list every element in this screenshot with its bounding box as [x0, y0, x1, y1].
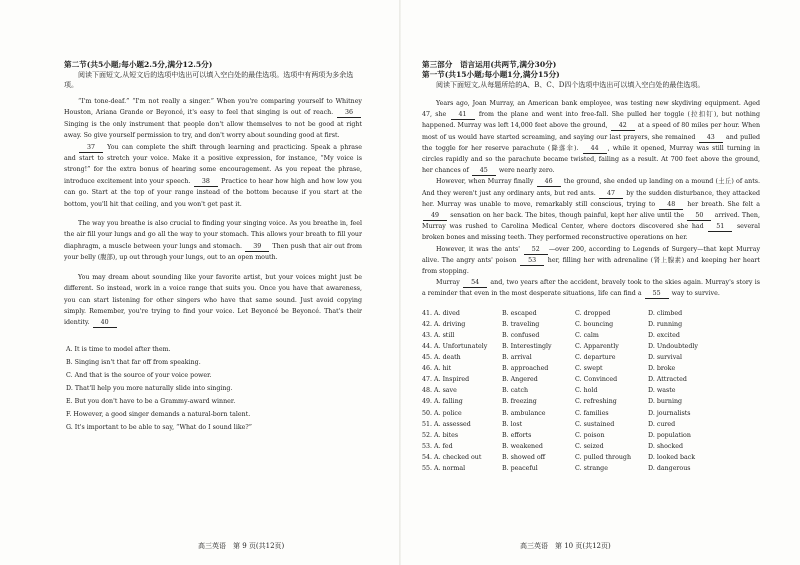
choice-row-47	[422, 374, 760, 385]
choice-row-55	[422, 463, 760, 474]
choice-b[interactable]: B. peaceful	[502, 464, 538, 472]
choice-d[interactable]: D. waste	[648, 387, 676, 395]
blank-45[interactable]: 45	[472, 167, 496, 176]
blank-50[interactable]: 50	[687, 212, 711, 221]
choice-a[interactable]: 50. A. police	[422, 409, 462, 417]
blank-42[interactable]: 42	[611, 122, 635, 131]
paragraph-text: sensation on her back. The bites, though painful, kept her alive until the	[450, 212, 685, 220]
choice-a[interactable]: 55. A. normal	[422, 464, 466, 472]
choice-row-51	[422, 419, 760, 430]
choice-a[interactable]: 48. A. save	[422, 387, 457, 395]
choice-b[interactable]: B. arrival	[502, 354, 532, 362]
blank-44[interactable]: 44	[583, 145, 607, 154]
blank-47[interactable]: 47	[599, 190, 623, 199]
choice-b[interactable]: B. approached	[502, 365, 549, 373]
choice-a[interactable]: 49. A. falling	[422, 398, 463, 406]
choice-b[interactable]: B. catch	[502, 387, 529, 395]
section-title: 第一节(共15小题;每小题1分,满分15分)	[422, 70, 560, 79]
choices-table	[422, 308, 760, 474]
choice-c[interactable]: C. seized	[575, 442, 604, 450]
paragraph-1	[64, 96, 362, 142]
paragraph-text: You may dream about sounding like your favorite artist, but your voices might just be different. So instead, work in a voice range that suits you. Once you have that awareness, you can start listening for other singers who have that same sound. Just avoid copying simply. Remember, you're trying to find your voice. Let Beyoncé be Beyoncé. That's their identity.	[64, 273, 362, 327]
choice-b[interactable]: B. lost	[502, 420, 523, 428]
choice-c[interactable]: C. families	[575, 409, 609, 417]
paragraph-4	[64, 272, 362, 329]
paragraph-text: were nearly zero.	[498, 167, 555, 175]
option-c: C. And that is the source of your voice power.	[66, 371, 212, 379]
blank-49[interactable]: 49	[423, 212, 447, 221]
choice-d[interactable]: D. excited	[648, 331, 680, 339]
instructions: 阅读下面短文,从每题所给的A、B、C、D四个选项中选出可以填入空白处的最佳选项。	[436, 81, 705, 89]
paragraph-text: Singing is the only instrument that people don't allow themselves to not be good at right away. So give yourself permission to try, and don't worry about sounding good at first.	[64, 120, 362, 140]
paragraph-text: from the plane and went into free-fall. She pulled her toggle (拉扣钉), but nothing happened. Murray was left 14,000 feet above the ground,	[422, 111, 760, 130]
choice-row-54	[422, 452, 760, 463]
paragraph-text: The way you breathe is also crucial to finding your singing voice. As you breathe in, feel the air fill your lungs and go all the way to your stomach. This allows your breath to fill your diaphragm, a muscle between your lungs and stomach.	[64, 220, 362, 250]
blank-37[interactable]: 37	[79, 144, 103, 153]
choice-d[interactable]: D. Attracted	[648, 376, 687, 384]
blank-40[interactable]: 40	[93, 319, 117, 328]
choice-b[interactable]: B. showed off	[502, 453, 546, 461]
option-d: D. That'll help you more naturally slide into singing.	[66, 384, 233, 392]
paragraph-text: and, two years after the accident, bravely took to the skies again. Murray's story is a reminder that even in the most desperate situations, life can find a	[422, 279, 760, 298]
choice-c[interactable]: C. bouncing	[575, 320, 614, 328]
paragraph-text: by the sudden disturbance, they attacked her. Murray was unable to move, remarkably still conscious, trying to	[422, 189, 760, 208]
blank-53[interactable]: 53	[520, 257, 544, 266]
choice-a[interactable]: 42. A. driving	[422, 320, 466, 328]
blank-43[interactable]: 43	[699, 134, 723, 143]
option-a: A. It is time to model after them.	[66, 345, 171, 353]
options-list	[64, 343, 362, 434]
blank-36[interactable]: 36	[337, 109, 361, 118]
paragraph-text: Then push that air out from your belly (腹部), up out through your lungs, out to an open mouth.	[64, 242, 362, 262]
choice-b[interactable]: B. ambulance	[502, 409, 546, 417]
paragraph-text: Years ago, Joan Murray, an American bank employee, was testing new skydiving equipment. Aged 47, she	[422, 100, 760, 119]
blank-52[interactable]: 52	[524, 246, 548, 255]
paragraph-text: You can complete the shift through learning and practicing. Speak a phrase and start to stretch your voice. Make it a positive expression, for instance, “My voice is strong!” for the extra bonus of hearing some encouragement. As you repeat the phrase, introduce excitement into your speech.	[64, 143, 362, 185]
choice-c[interactable]: C. pulled through	[575, 453, 631, 461]
choice-a[interactable]: 52. A. bites	[422, 431, 459, 439]
instructions: 阅读下面短文,从短文后的选项中选出可以填入空白处的最佳选项。选项中有两项为多余选项。	[64, 71, 354, 89]
choice-b[interactable]: B. Angered	[502, 376, 538, 384]
choice-d[interactable]: D. climbed	[648, 309, 683, 317]
blank-54[interactable]: 54	[463, 279, 487, 288]
page-footer: 高三英语 第 9 页(共12页)	[198, 542, 285, 550]
option-f: F. However, a good singer demands a natural-born talent.	[66, 410, 251, 418]
choice-a[interactable]: 54. A. checked out	[422, 453, 482, 461]
paragraph-text: way to survive.	[671, 290, 720, 298]
choice-row-49	[422, 396, 760, 407]
choice-row-52	[422, 430, 760, 441]
choice-row-46	[422, 363, 760, 374]
choice-c[interactable]: C. Apparently	[575, 342, 619, 350]
choice-a[interactable]: 47. A. Inspired	[422, 376, 470, 384]
blank-41[interactable]: 41	[451, 111, 475, 120]
choice-c[interactable]: C. poison	[575, 431, 605, 439]
paragraph-text: However, it was the ants'	[436, 245, 520, 253]
choice-c[interactable]: C. refreshing	[575, 398, 617, 406]
choice-d[interactable]: D. looked back	[648, 453, 696, 461]
paragraph-text: —over 200, according to Legends of Surgery—that kept Murray alive. The angry ants' poison	[422, 245, 761, 264]
paragraph-3	[422, 244, 760, 278]
paragraph-text: , while it opened, Murray was still turning in circles rapidly and so the parachute became twisted, failing as a result. At 700 feet above the ground, her chances of	[422, 144, 760, 175]
choice-d[interactable]: D. shocked	[648, 442, 684, 450]
choice-a[interactable]: 41. A. dived	[422, 309, 460, 317]
section-title: 第二节(共5小题;每小题2.5分,满分12.5分)	[64, 60, 213, 69]
choice-row-43	[422, 330, 760, 341]
blank-55[interactable]: 55	[645, 290, 669, 299]
choice-row-42	[422, 319, 760, 330]
choice-d[interactable]: D. cured	[648, 420, 676, 428]
paragraph-text: her breath. She felt a	[687, 200, 760, 208]
choice-b[interactable]: B. traveling	[502, 320, 540, 328]
paragraph-2	[64, 142, 362, 210]
paragraph-text: arrived. Then, Murray was rushed to Carolina Medical Center, where doctors discovered she had	[422, 212, 760, 231]
choice-a[interactable]: 43. A. still	[422, 331, 455, 339]
blank-48[interactable]: 48	[659, 201, 683, 210]
paragraph-text: Murray	[436, 279, 460, 287]
choice-d[interactable]: D. burning	[648, 398, 683, 406]
paragraph-1	[422, 98, 760, 176]
choice-c[interactable]: C. departure	[575, 354, 616, 362]
choice-row-41	[422, 308, 760, 319]
option-g: G. It's important to be able to say, “What do I sound like?”	[66, 423, 252, 431]
right-page	[400, 0, 800, 565]
choice-a[interactable]: 46. A. hit	[422, 365, 452, 373]
paragraph-text: her, filling her with adrenaline (肾上腺素) and keeping her heart from stopping.	[422, 256, 760, 276]
choice-d[interactable]: D. dangerous	[648, 464, 691, 472]
choice-d[interactable]: D. journalists	[648, 409, 691, 417]
option-e: E. But you don't have to be a Grammy-award winner.	[66, 397, 236, 405]
choice-row-45	[422, 352, 760, 363]
paragraph-text: and pulled the toggle for her reserve parachute (降落伞).	[422, 133, 760, 152]
paragraph-text: several broken bones and missing teeth. They performed reconstructive operations on her.	[422, 223, 760, 242]
page-footer: 高三英语 第 10 页(共12页)	[520, 542, 611, 550]
choice-a[interactable]: 45. A. death	[422, 354, 461, 362]
paragraph-3	[64, 218, 362, 264]
paragraph-2	[422, 176, 760, 243]
choice-a[interactable]: 51. A. assessed	[422, 420, 471, 428]
blank-46[interactable]: 46	[537, 178, 561, 187]
choice-b[interactable]: B. escaped	[502, 309, 537, 317]
paragraph-text: Practice to hear how high and how low you can go. Start at the top of your range instead of the bottom because if you start at the bottom, you'll hit that ceiling, and you won't get past it.	[64, 177, 362, 208]
choice-a[interactable]: 53. A. fed	[422, 442, 453, 450]
choice-c[interactable]: C. swept	[575, 365, 603, 373]
choice-d[interactable]: D. population	[648, 431, 691, 439]
choice-d[interactable]: D. Undoubtedly	[648, 342, 698, 350]
choice-d[interactable]: D. survival	[648, 354, 683, 362]
choice-d[interactable]: D. running	[648, 320, 683, 328]
choice-row-48	[422, 385, 760, 396]
choice-c[interactable]: C. dropped	[575, 309, 611, 317]
paragraph-4	[422, 277, 760, 299]
paragraph-text: the ground, she ended up landing on a mound (土丘) of ants. And they weren't just any ordinary ants, but red ants.	[422, 178, 760, 197]
choice-b[interactable]: B. confused	[502, 331, 540, 339]
blank-51[interactable]: 51	[708, 223, 732, 232]
choice-b[interactable]: B. freezing	[502, 398, 537, 406]
choice-b[interactable]: B. Interestingly	[502, 342, 552, 350]
choice-c[interactable]: C. strange	[575, 464, 608, 472]
choice-c[interactable]: C. Convinced	[575, 376, 618, 384]
paragraph-text: at a speed of 80 miles per hour. When most of us would have started screaming, and saying our last prayers, she remained	[422, 122, 761, 141]
choice-c[interactable]: C. hold	[575, 387, 598, 395]
choice-row-50	[422, 408, 760, 419]
choice-a[interactable]: 44. A. Unfortunately	[422, 342, 488, 350]
choice-c[interactable]: C. calm	[575, 331, 599, 339]
paragraph-text: However, when Murray finally	[436, 178, 534, 186]
choice-row-44	[422, 341, 760, 352]
blank-38[interactable]: 38	[194, 178, 218, 187]
choice-row-53	[422, 441, 760, 452]
choice-b[interactable]: B. weakened	[502, 442, 543, 450]
choice-c[interactable]: C. sustained	[575, 420, 615, 428]
choice-d[interactable]: D. broke	[648, 365, 676, 373]
choice-b[interactable]: B. efforts	[502, 431, 532, 439]
part-title: 第三部分 语言运用(共两节,满分30分)	[422, 60, 557, 69]
option-b: B. Singing isn't that far off from speaking.	[66, 358, 201, 366]
paragraph-text: “I'm tone-deaf.” “I'm not really a singer.” When you're comparing yourself to Whitney Houston, Ariana Grande or Beyoncé, it's easy to feel that singing is out of reach.	[64, 98, 362, 117]
blank-39[interactable]: 39	[245, 243, 269, 252]
